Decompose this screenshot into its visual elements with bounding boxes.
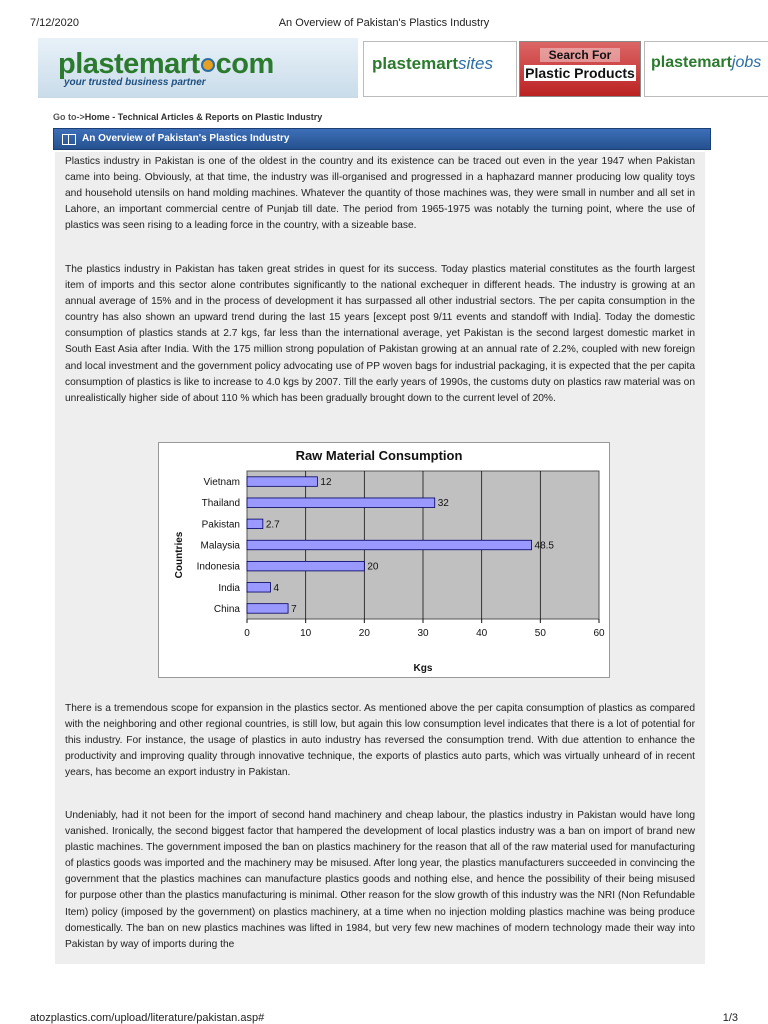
print-url: atozplastics.com/upload/literature/pakistan.asp# bbox=[30, 1012, 265, 1024]
bar bbox=[247, 477, 317, 487]
bar bbox=[247, 519, 263, 529]
x-tick-label: 0 bbox=[244, 628, 250, 639]
book-icon bbox=[62, 134, 76, 145]
plastemart-jobs-ad[interactable] bbox=[644, 41, 768, 97]
paragraph-3: There is a tremendous scope for expansion in the plastics sector. As mentioned above the per capita consumption of plastics as compared with the neighboring and other regional countries, is still low, but again this low consumption level indicates that there is a lot of potential for this industry. For instance, the usage of plastics in auto industry has reversed the consumption trend. With due attention to enhance the productivity and improving quality through innovative technique, the exports of plastics auto parts, which was virtually unheard of in recent years, has become an export industry in Pakistan. bbox=[65, 703, 695, 779]
bar bbox=[247, 583, 270, 593]
bar bbox=[247, 604, 288, 614]
data-label: 7 bbox=[291, 603, 297, 615]
jobs-ad-main: plastemart bbox=[651, 54, 732, 71]
plastemart-logo[interactable] bbox=[38, 38, 358, 98]
sites-ad-main: plastemart bbox=[372, 54, 458, 73]
x-tick-label: 40 bbox=[476, 628, 488, 639]
x-tick-label: 50 bbox=[534, 628, 546, 639]
x-tick-label: 60 bbox=[593, 628, 605, 639]
paragraph-4: Undeniably, had it not been for the import of second hand machinery and cheap labour, the plastics industry in Pakistan would have long vanished. Ironically, the second biggest factor that hampered the development of local plastics industry was a ban on import of brand new plastic machines. The government imposed the ban on plastics machinery for the reason that all of the raw material used for manufacturing of plastics goods was imported and the machinery may be misused. After long year, the plastics manufacturers succeeded in convincing the government that the plastics machines can manufacture plastics goods and nothing else, and hence the possibility of their being misused for purpose other than the plastics manufacturing is minimal. Other reason for the slow growth of this industry was the NRI (Non Refundable Item) policy (imposed by the government) on plastics machinery, at a time when no injection molding plastics machine was being produce domestically. The ban on new plastics machines was lifted in 1984, but very few new machines of modern technology made their way into Pakistan by way of imports during the bbox=[65, 810, 695, 950]
chart-x-axis-label: Kgs bbox=[413, 663, 433, 674]
logo-tagline: your trusted business partner bbox=[64, 77, 206, 88]
category-label: Indonesia bbox=[196, 561, 240, 573]
sites-ad-sub: sites bbox=[457, 54, 493, 73]
print-title: An Overview of Pakistan's Plastics Industry bbox=[278, 17, 490, 29]
chart-title: Raw Material Consumption bbox=[295, 448, 463, 463]
bar bbox=[247, 561, 364, 571]
plastemart-sites-ad[interactable] bbox=[363, 41, 517, 97]
category-label: Pakistan bbox=[201, 519, 240, 531]
logo-com: com bbox=[215, 48, 274, 80]
data-label: 4 bbox=[273, 582, 280, 594]
paragraph-1: Plastics industry in Pakistan is one of the oldest in the country and its existence can be traced out even in the year 1947 when Pakistan came into being. Obviously, at that time, the industry was ill-organised and progressed in a haphazard manner producing low quality toys and household utensils on hand molding machines. Whatever the quantity of those machines was, they were small in number and all set in Lahore, an important commercial centre of Punjab till date. The period from 1965-1975 was notably the turning point, where the use of plastics was seen rising to a leading force in the country, with a sizeable base. bbox=[65, 156, 695, 232]
category-label: India bbox=[218, 582, 240, 594]
breadcrumb bbox=[53, 112, 322, 122]
x-tick-label: 20 bbox=[358, 628, 370, 639]
chart-y-axis-label: Countries bbox=[174, 531, 185, 579]
x-tick-label: 30 bbox=[417, 628, 429, 639]
bar bbox=[247, 540, 532, 550]
data-label: 12 bbox=[320, 477, 332, 489]
paragraph-2: The plastics industry in Pakistan has taken great strides in quest for its success. Today plastics material constitutes as the fourth largest item of imports and this sector alone contributes significantly to the national exchequer in different heads. The industry is growing at an annual average of 15% and in the process of development it has surpassed all other industrial sectors. The per capita consumption in the country has also shown an upward trend during the last 15 years [except post 9/11 events and standoff with India]. Today the domestic consumption of plastics stands at 2.7 kgs, far less than the international average, yet Pakistan is the second largest domestic market in South East Asia after India. With the 175 million strong population of Pakistan growing at an annual rate of 2.2%, coupled with new foreign and local investment and the government policy advocating use of PP woven bags for industrial packaging, it is expected that the per capita consumption of plastics is like to increase to 4.0 kgs by 2007. Till the early years of 1990s, the customs duty on plastics raw material was on unrealistically higher side of about 110 % which has been gradually brought down to the current level of 20%. bbox=[65, 264, 695, 404]
x-tick-label: 10 bbox=[300, 628, 312, 639]
jobs-ad-sub: jobs bbox=[731, 54, 762, 71]
category-label: China bbox=[213, 603, 240, 615]
data-label: 2.7 bbox=[265, 519, 280, 531]
raw-material-chart bbox=[158, 442, 610, 678]
data-label: 32 bbox=[437, 498, 449, 510]
chart-svg bbox=[159, 443, 609, 677]
site-banner bbox=[38, 38, 762, 98]
print-date: 7/12/2020 bbox=[30, 17, 79, 29]
print-page-number: 1/3 bbox=[722, 1012, 738, 1024]
globe-icon bbox=[201, 58, 215, 72]
logo-main: plastemart bbox=[58, 48, 200, 80]
search-ad-top: Search For bbox=[540, 48, 620, 62]
category-label: Malaysia bbox=[200, 540, 240, 552]
article-title: An Overview of Pakistan's Plastics Industry bbox=[82, 133, 290, 144]
article-body bbox=[55, 152, 705, 964]
article-title-bar bbox=[53, 128, 711, 150]
breadcrumb-link[interactable]: Home - Technical Articles & Reports on Plastic Industry bbox=[84, 112, 323, 122]
breadcrumb-prefix: Go to-> bbox=[53, 112, 85, 122]
bar bbox=[247, 498, 435, 508]
data-label: 48.5 bbox=[534, 540, 555, 552]
category-label: Thailand bbox=[201, 498, 240, 510]
category-label: Vietnam bbox=[203, 477, 240, 489]
data-label: 20 bbox=[367, 561, 379, 573]
chart-plot-area bbox=[197, 471, 605, 639]
search-plastic-products-ad[interactable] bbox=[519, 41, 641, 97]
search-ad-bottom: Plastic Products bbox=[525, 65, 635, 81]
